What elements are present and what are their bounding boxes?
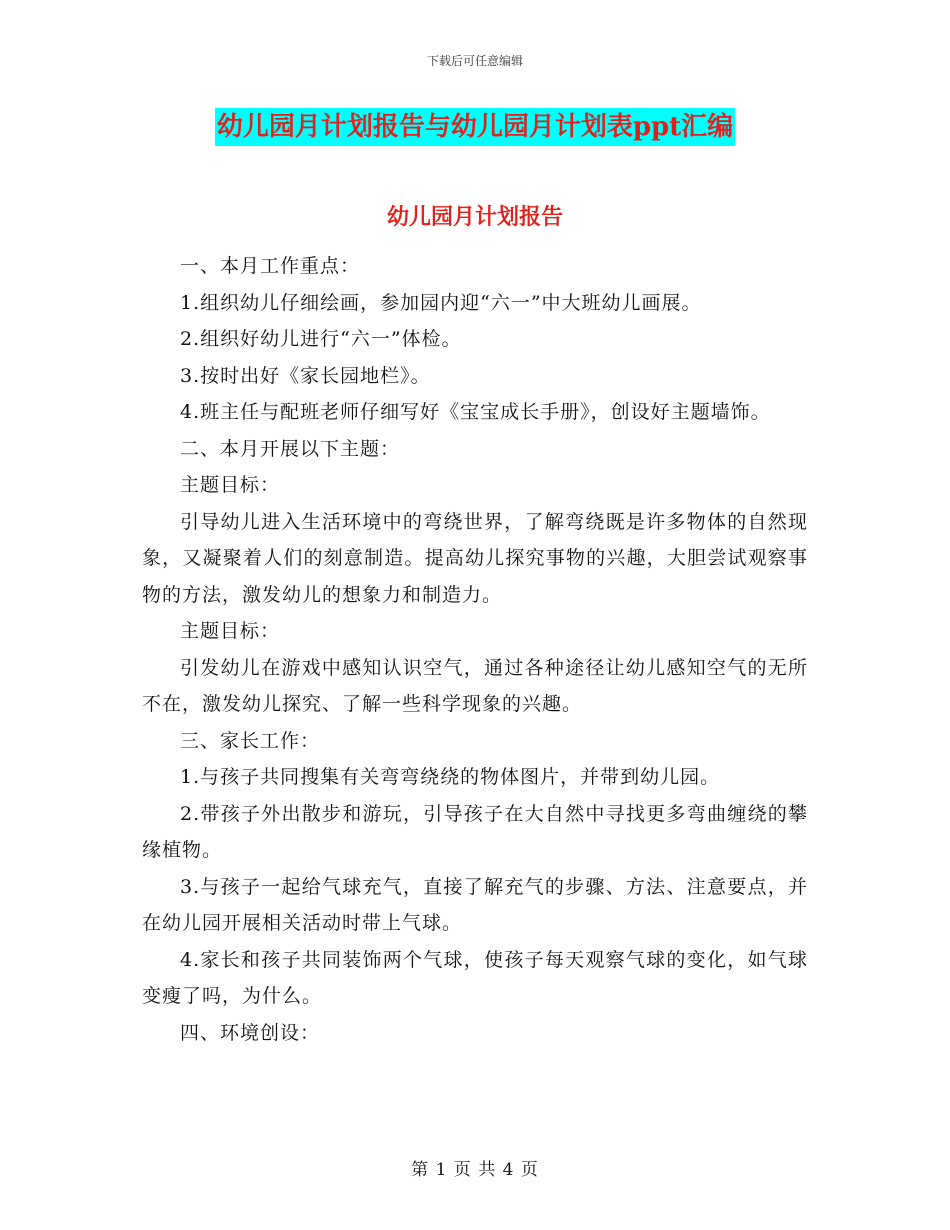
paragraph: 4.家长和孩子共同装饰两个气球，使孩子每天观察气球的变化，如气球变瘦了吗，为什么。 <box>142 948 808 1007</box>
document-title <box>0 108 950 146</box>
paragraph: 4.班主任与配班老师仔细写好《宝宝成长手册》，创设好主题墙饰。 <box>180 401 771 423</box>
document-title-text: 幼儿园月计划报告与幼儿园月计划表ppt汇编 <box>215 108 735 146</box>
section-title: 幼儿园月计划报告 <box>386 204 563 230</box>
paragraph: 3.与孩子一起给气球充气，直接了解充气的步骤、方法、注意要点，并在幼儿园开展相关活动时带上气球。 <box>142 875 808 934</box>
paragraph: 1.与孩子共同搜集有关弯弯绕绕的物体图片，并带到幼儿园。 <box>180 766 721 788</box>
paragraph: 二、本月开展以下主题： <box>180 437 401 460</box>
paragraph: 1.组织幼儿仔细绘画，参加园内迎“六一”中大班幼儿画展。 <box>180 291 702 314</box>
paragraph: 主题目标： <box>180 620 281 642</box>
paragraph: 2.带孩子外出散步和游玩，引导孩子在大自然中寻找更多弯曲缠绕的攀缘植物。 <box>142 802 808 861</box>
paragraph: 引导幼儿进入生活环境中的弯绕世界，了解弯绕既是许多物体的自然现象，又凝聚着人们的刻意制造。提高幼儿探究事物的兴趣，大胆尝试观察事物的方法，激发幼儿的想象力和制造力。 <box>142 510 808 606</box>
paragraph: 一、本月工作重点： <box>180 255 361 277</box>
paragraph: 3.按时出好《家长园地栏》。 <box>180 364 431 387</box>
page-footer: 第 1 页 共 4 页 <box>411 1160 539 1180</box>
paragraph: 主题目标： <box>180 474 281 496</box>
paragraph: 引发幼儿在游戏中感知认识空气，通过各种途径让幼儿感知空气的无所不在，激发幼儿探究、了解一些科学现象的兴趣。 <box>142 656 808 715</box>
document-body <box>142 248 808 1051</box>
paragraph: 2.组织好幼儿进行“六一”体检。 <box>180 328 462 350</box>
paragraph: 四、环境创设： <box>180 1021 321 1044</box>
page-header-note: 下载后可任意编辑 <box>426 54 523 68</box>
paragraph: 三、家长工作： <box>180 729 321 752</box>
